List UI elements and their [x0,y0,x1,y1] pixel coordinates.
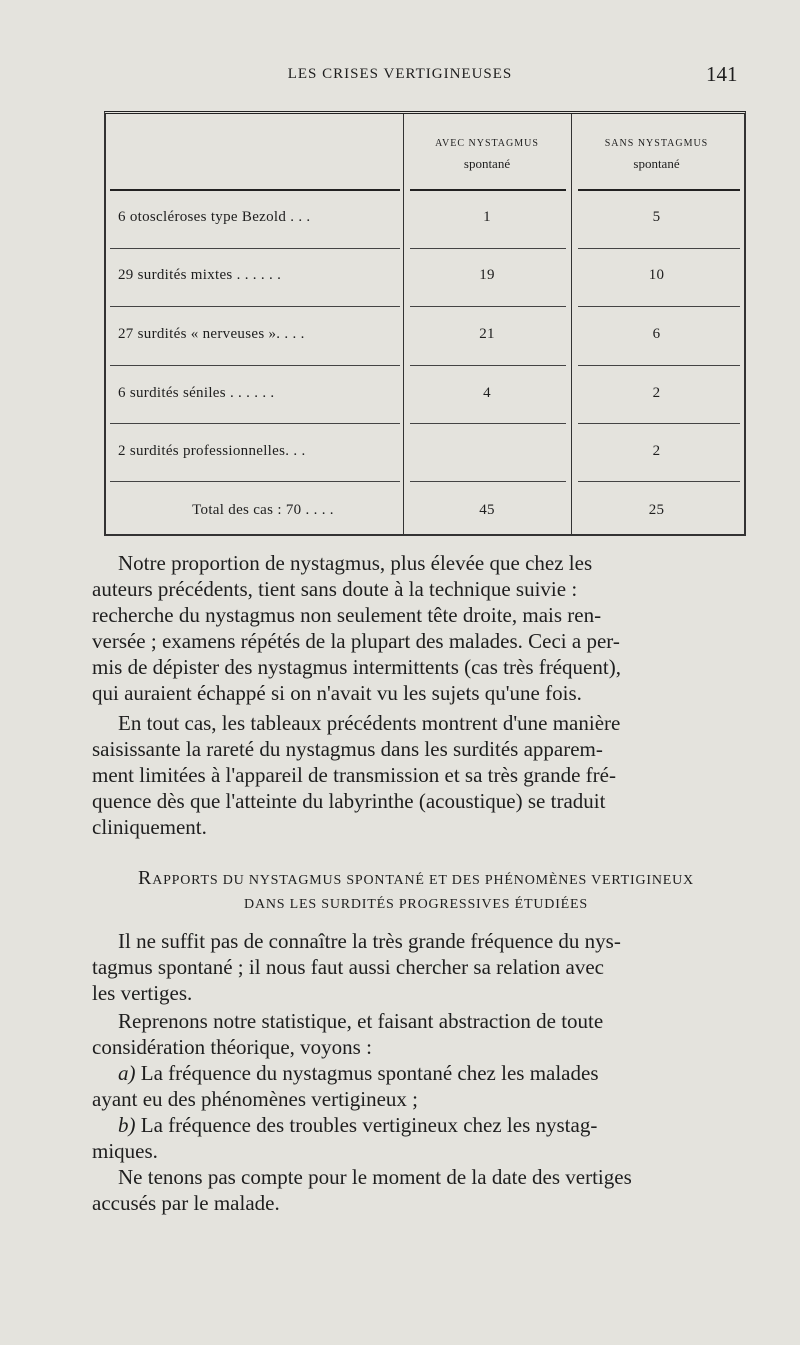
table-total-label: Total des cas : 70 . . . . [192,502,334,518]
row-rule [110,248,400,249]
table-cell-avec: 21 [479,326,495,342]
row-rule [410,481,566,482]
paragraph-proportion [92,550,740,706]
row-rule [410,365,566,366]
row-rule [578,248,740,249]
column-header-sans: SANS NYSTAGMUS spontané [604,138,709,171]
table-total-sans: 25 [648,502,665,518]
text-line: quence dès que l'atteinte du labyrinthe (acoustique) se traduit [92,789,606,813]
text-line: mis de dépister des nystagmus intermittents (cas très fréquent), [92,655,621,679]
paragraph-ne-tenons [92,1164,740,1216]
text-line: auteurs précédents, tient sans doute à la technique suivie : [92,577,578,601]
text-line: qui auraient échappé si on n'avait vu les sujets qu'une fois. [92,681,582,705]
row-rule [578,423,740,424]
text-line: Il ne suffit pas de connaître la très grande fréquence du nys- [118,929,621,953]
table-row-label: 27 surdités « nerveuses ». . . . [118,326,305,342]
section-title-line: APPORTS DU NYSTAGMUS SPONTANÉ ET DES PHÉNOMÈNES VERTIGINEUX [152,873,694,888]
text-line: tagmus spontané ; il nous faut aussi chercher sa relation avec [92,955,604,979]
text-line: Reprenons notre statistique, et faisant abstraction de toute [118,1009,604,1033]
list-marker: b) [118,1113,136,1137]
paragraph-tableaux [92,710,740,840]
table-row-label: 2 surdités professionnelles. . . [118,443,306,459]
table-cell-avec: 4 [483,385,491,401]
table-cell-sans: 5 [652,209,661,225]
column-header-avec: AVEC NYSTAGMUS spontané [435,138,539,171]
text-line: La fréquence du nystagmus spontané chez les malades [140,1061,599,1085]
table-total-avec: 45 [479,502,495,518]
header-rule [578,189,740,191]
table-cell-sans: 2 [652,385,661,401]
row-rule [110,365,400,366]
text-line: saisissante la rareté du nystagmus dans les surdités apparem- [92,737,603,761]
section-title [90,866,742,917]
table-row-label: 6 otoscléroses type Bezold . . . [118,209,311,225]
text-line: accusés par le malade. [92,1191,280,1215]
row-rule [578,306,740,307]
row-rule [410,248,566,249]
text-line: Notre proportion de nystagmus, plus élevée que chez les [118,551,593,575]
table-cell-avec: 19 [479,267,495,283]
row-rule [410,306,566,307]
table-row-label: 29 surdités mixtes . . . . . . [118,267,282,283]
row-rule [410,423,566,424]
text-line: ayant eu des phénomènes vertigineux ; [92,1087,418,1111]
text-line: Ne tenons pas compte pour le moment de la date des vertiges [118,1165,632,1189]
text-line: La fréquence des troubles vertigineux chez les nystag- [140,1113,598,1137]
table-row-label: 6 surdités séniles . . . . . . [118,385,275,401]
text-line: versée ; examens répétés de la plupart des malades. Ceci a per- [92,629,620,653]
table-cell-sans: 6 [652,326,661,342]
table-cell-sans: 2 [652,443,661,459]
header-rule [110,189,400,191]
table-cell-sans: 10 [648,267,665,283]
text-line: les vertiges. [92,981,193,1005]
page-number: 141 [706,62,738,86]
table-cell-avec: 1 [483,209,491,225]
text-line: ment limitées à l'appareil de transmission et sa très grande fré- [92,763,616,787]
text-line: recherche du nystagmus non seulement tête droite, mais ren- [92,603,602,627]
row-rule [110,481,400,482]
text-line: cliniquement. [92,815,207,839]
table-cell-avec [403,440,571,462]
list-item-a [92,1060,740,1112]
row-rule [578,481,740,482]
list-marker: a) [118,1061,136,1085]
paragraph-frequence [92,928,740,1006]
statistics-table [104,111,746,536]
list-item-b [92,1112,740,1164]
row-rule [110,306,400,307]
text-line: En tout cas, les tableaux précédents montrent d'une manière [118,711,621,735]
row-rule [578,365,740,366]
section-title-line: DANS LES SURDITÉS PROGRESSIVES ÉTUDIÉES [244,897,588,912]
section-initial: R [138,867,153,889]
paragraph-reprenons [92,1008,740,1060]
text-line: miques. [92,1139,158,1163]
row-rule [110,423,400,424]
text-line: considération théorique, voyons : [92,1035,372,1059]
header-rule [410,189,566,191]
running-title: LES CRISES VERTIGINEUSES [287,66,513,82]
